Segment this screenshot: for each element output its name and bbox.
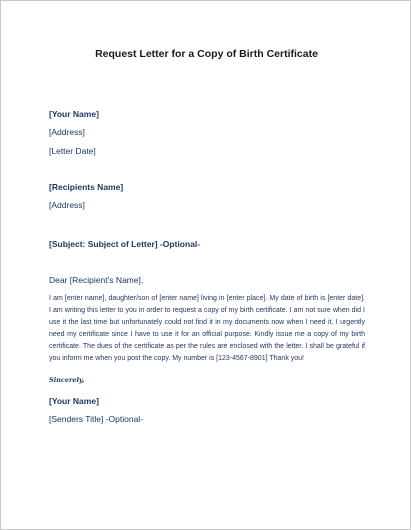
sender-name: [Your Name]	[49, 109, 99, 119]
subject-line: [Subject: Subject of Letter] -Optional-	[49, 239, 201, 249]
letter-body: I am [enter name], daughter/son of [enter name] living in [enter place]. My date of birth is [enter date]. I am writing this letter to you in order to request a copy of my birth certificate. I am not sure when did I use it the last time but unfortunately could not find it in my documents now when I need it. I urgently need my certificate since I have to use it for an official purpose. Kindly issue me a copy of my birth certificate. The dues of the certificate as per the rules are enclosed with the letter. I shall be grateful if you inform me when you post the copy. My number is [123-4567-8901] Thank you!	[49, 295, 365, 362]
document-title: Request Letter for a Copy of Birth Certificate	[95, 48, 318, 60]
signature-title: [Senders Title] -Optional-	[49, 414, 144, 424]
recipient-address: [Address]	[49, 200, 85, 210]
sender-address: [Address]	[49, 127, 85, 137]
closing: Sincerely,	[49, 376, 85, 384]
salutation: Dear [Recipient's Name],	[49, 275, 144, 285]
recipient-name: [Recipients Name]	[49, 182, 124, 192]
signature-name: [Your Name]	[49, 396, 99, 406]
letter-date: [Letter Date]	[49, 146, 96, 156]
